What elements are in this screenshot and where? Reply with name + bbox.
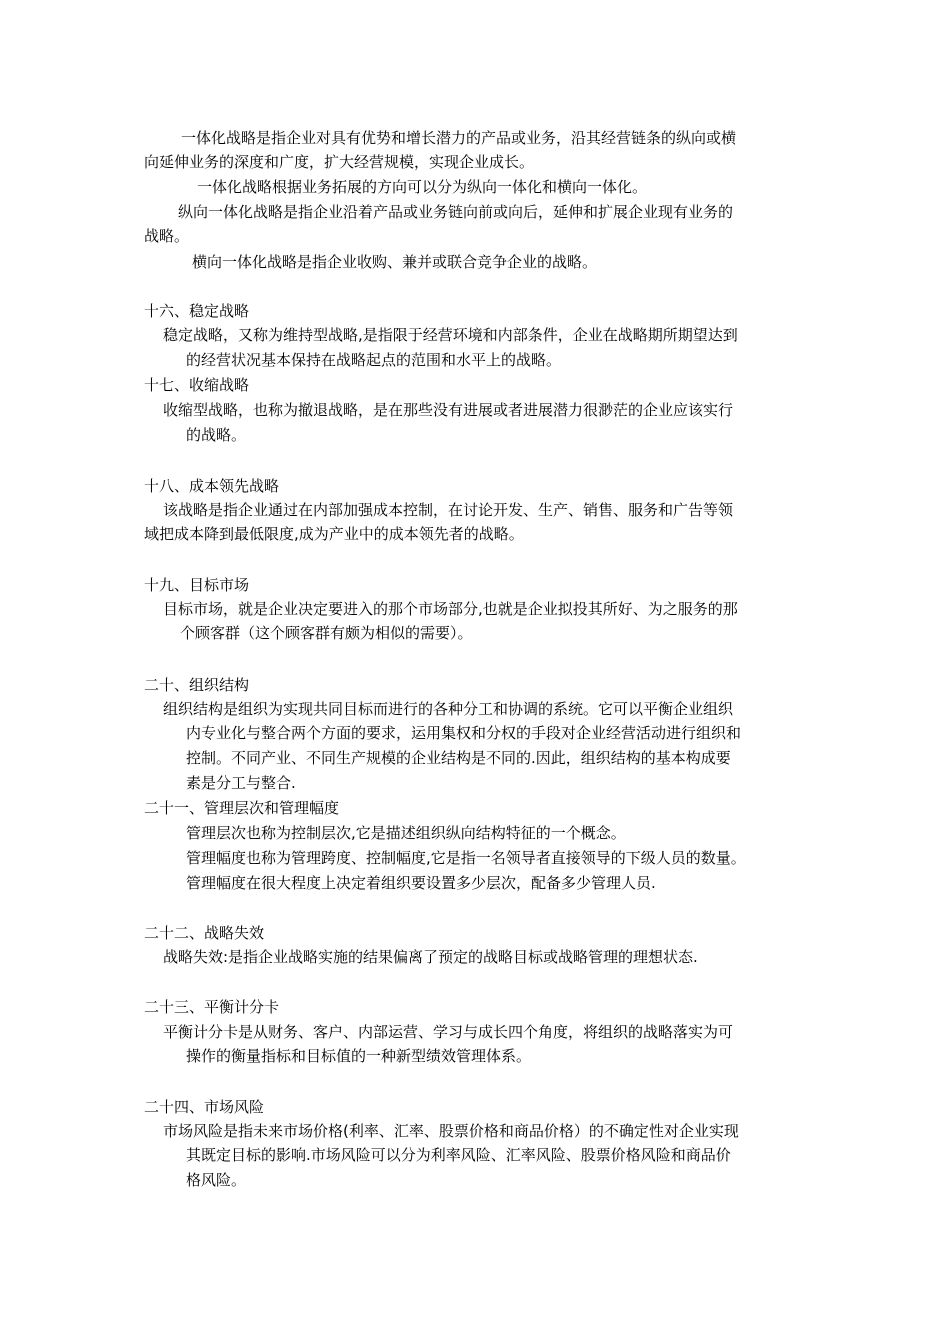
section-body-line: 控制。不同产业、不同生产规模的企业结构是不同的.因此，组织结构的基本构成要 — [186, 749, 731, 767]
section-body-line: 该战略是指企业通过在内部加强成本控制，在讨论开发、生产、销售、服务和广告等领 — [163, 501, 734, 519]
section-heading: 十七、收缩战略 — [144, 376, 250, 394]
section-body-line: 格风险。 — [186, 1171, 247, 1189]
section-body-line: 管理层次也称为控制层次,它是描述组织纵向结构特征的一个概念。 — [186, 824, 626, 842]
section-body-line: 的经营状况基本保持在战略起点的范围和水平上的战略。 — [186, 351, 562, 369]
section-body-line: 市场风险是指未来市场价格(利率、汇率、股票价格和商品价格）的不确定性对企业实现 — [163, 1122, 739, 1140]
intro-paragraph-4: 横向一体化战略是指企业收购、兼并或联合竞争企业的战略。 — [192, 253, 598, 271]
intro-paragraph-3-line-2: 战略。 — [144, 227, 190, 245]
section-body-line: 平衡计分卡是从财务、客户、内部运营、学习与成长四个角度，将组织的战略落实为可 — [163, 1023, 734, 1041]
section-body-line: 操作的衡量指标和目标值的一种新型绩效管理体系。 — [186, 1047, 532, 1065]
section-heading: 二十二、战略失效 — [144, 924, 265, 942]
section-body-line: 的战略。 — [186, 426, 247, 444]
section-heading: 二十、组织结构 — [144, 676, 250, 694]
section-body-line: 个顾客群（这个顾客群有颇为相似的需要）。 — [180, 624, 473, 642]
section-heading: 十六、稳定战略 — [144, 302, 250, 320]
section-body-line: 管理幅度在很大程度上决定着组织要设置多少层次，配备多少管理人员. — [186, 874, 656, 892]
section-heading: 二十四、市场风险 — [144, 1098, 265, 1116]
intro-paragraph-1-line-2: 向延伸业务的深度和广度，扩大经营规模，实现企业成长。 — [144, 153, 535, 171]
section-body-line: 管理幅度也称为管理跨度、控制幅度,它是指一名领导者直接领导的下级人员的数量。 — [186, 849, 746, 867]
section-heading: 二十一、管理层次和管理幅度 — [144, 799, 340, 817]
section-body-line: 素是分工与整合. — [186, 774, 296, 792]
section-heading: 十九、目标市场 — [144, 576, 250, 594]
section-heading: 十八、成本领先战略 — [144, 477, 280, 495]
section-body-line: 目标市场，就是企业决定要进入的那个市场部分,也就是企业拟投其所好、为之服务的那 — [163, 600, 738, 618]
intro-paragraph-3-line-1: 纵向一体化战略是指企业沿着产品或业务链向前或向后，延伸和扩展企业现有业务的 — [178, 203, 734, 221]
section-heading: 二十三、平衡计分卡 — [144, 998, 280, 1016]
section-body-line: 稳定战略，又称为维持型战略,是指限于经营环境和内部条件，企业在战略期所期望达到 — [163, 326, 738, 344]
section-body-line: 域把成本降到最低限度,成为产业中的成本领先者的战略。 — [144, 525, 524, 543]
section-body-line: 战略失效:是指企业战略实施的结果偏离了预定的战略目标或战略管理的理想状态. — [163, 948, 698, 966]
section-body-line: 其既定目标的影响.市场风险可以分为利率风险、汇率风险、股票价格风险和商品价 — [186, 1146, 731, 1164]
section-body-line: 组织结构是组织为实现共同目标而进行的各种分工和协调的系统。它可以平衡企业组织 — [163, 700, 734, 718]
intro-paragraph-2: 一体化战略根据业务拓展的方向可以分为纵向一体化和横向一体化。 — [197, 178, 648, 196]
intro-paragraph-1-line-1: 一体化战略是指企业对具有优势和增长潜力的产品或业务，沿其经营链条的纵向或横 — [181, 129, 737, 147]
section-body-line: 内专业化与整合两个方面的要求，运用集权和分权的手段对企业经营活动进行组织和 — [186, 724, 742, 742]
section-body-line: 收缩型战略，也称为撤退战略，是在那些没有进展或者进展潜力很渺茫的企业应该实行 — [163, 401, 734, 419]
